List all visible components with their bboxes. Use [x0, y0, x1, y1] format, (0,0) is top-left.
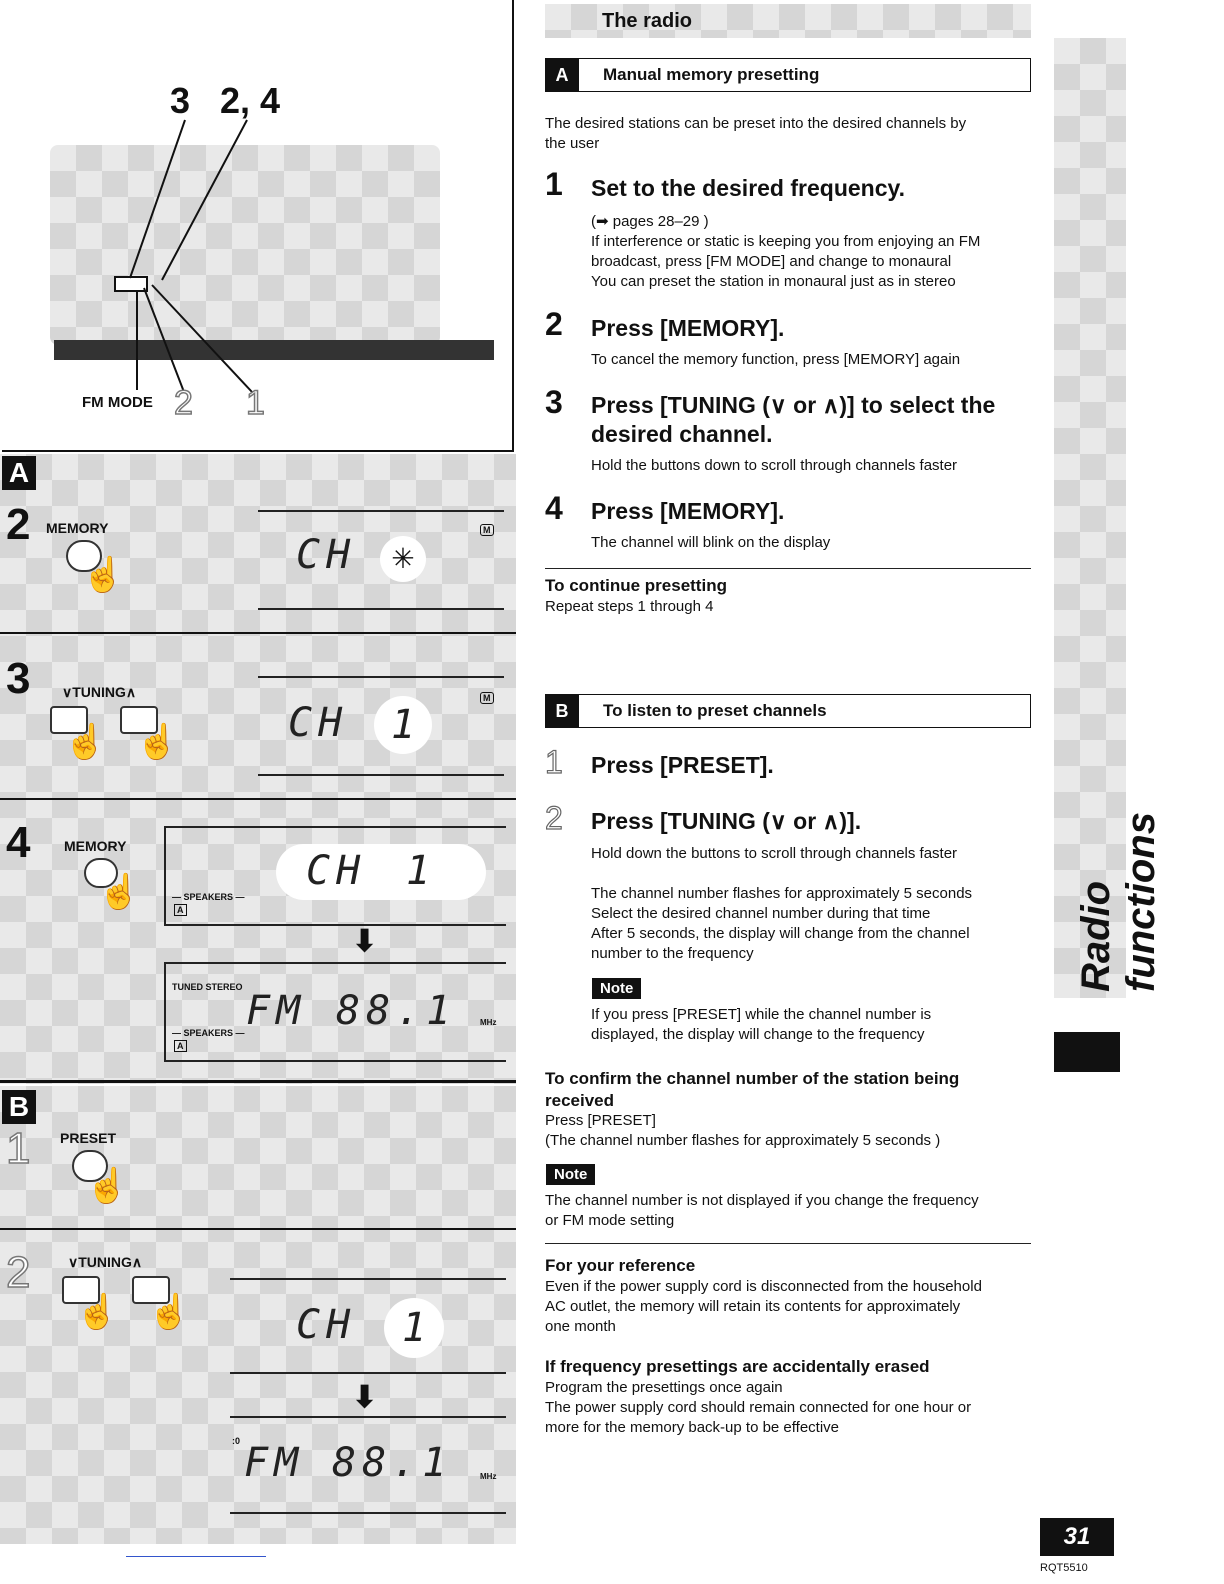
confirm-heading: [545, 1068, 959, 1112]
step-1-title: Set to the desired frequency.: [591, 175, 905, 201]
preset-button-label: PRESET: [60, 1130, 117, 1146]
text-line: Hold down the buttons to scroll through channels faster: [591, 845, 958, 862]
text-line: Even if the power supply cord is disconnected from the household: [545, 1278, 982, 1295]
callout-3: 3: [170, 80, 191, 121]
divider: [545, 1243, 1031, 1244]
b-note-body: [591, 1005, 1031, 1045]
section-b-title: To listen to preset channels: [603, 701, 827, 720]
hand-icon: ☝: [148, 1293, 191, 1331]
text-line: Hold the buttons down to scroll through channels faster: [591, 457, 958, 474]
fm-mode-label: FM MODE: [82, 394, 153, 411]
section-a-intro: [545, 114, 1031, 154]
left-a-step4-digit: 4: [6, 818, 31, 867]
heading-line: To confirm the channel number of the station being: [545, 1069, 960, 1088]
hand-icon: ☝: [98, 873, 141, 911]
display-edge-indicator: :0: [232, 1436, 241, 1446]
lcd-text-ch: CH: [288, 700, 349, 746]
divider: [0, 1080, 516, 1083]
erased-body: [545, 1378, 1031, 1438]
section-a-badge: A: [545, 58, 579, 92]
arrow-down-icon: ⬇: [352, 925, 378, 958]
text-line: displayed, the display will change to the frequency: [591, 1026, 925, 1043]
text-line: AC outlet, the memory will retain its contents for approximately: [545, 1298, 961, 1315]
step-4-number: 4: [545, 490, 563, 526]
hand-icon: ☝: [76, 1293, 119, 1331]
step-3-body: [591, 456, 1031, 476]
lcd-text-ch: CH: [296, 1302, 357, 1348]
text-line: If you press [PRESET] while the channel number is: [591, 1006, 932, 1023]
text-line: To cancel the memory function, press [MEMORY] again: [591, 351, 961, 368]
confirm-note-body: [545, 1191, 1031, 1231]
doc-code: RQT5510: [1040, 1562, 1088, 1574]
tuning-button-label: ∨TUNING∧: [68, 1254, 143, 1270]
memory-indicator: M: [480, 524, 494, 536]
lcd-display-ch1-stored: [164, 826, 506, 926]
callout-step-2: 2: [174, 384, 193, 422]
divider: [0, 798, 516, 800]
lcd-channel-number: 1: [406, 848, 437, 894]
section-a-heading: [545, 58, 1031, 92]
divider: [0, 1228, 516, 1230]
confirm-body: [545, 1111, 940, 1151]
lcd-display-ch1-b: [230, 1278, 506, 1374]
text-line: one month: [545, 1318, 616, 1335]
side-tab-label: Radio functions: [1074, 812, 1163, 992]
speakers-a-indicator: A: [174, 1040, 187, 1052]
left-b-step2-digit: 2: [6, 1248, 31, 1297]
divider: [126, 1556, 266, 1557]
hand-icon: ☝: [136, 723, 179, 761]
spacer: [591, 864, 1031, 884]
step-2-body: [591, 350, 1031, 370]
step-2-title: Press [MEMORY].: [591, 315, 785, 341]
left-a-step3-digit: 3: [6, 654, 31, 703]
text-line: (The channel number flashes for approximately 5 seconds ): [545, 1132, 941, 1149]
lcd-band: FM: [244, 1440, 305, 1486]
arrow-down-icon: ⬇: [352, 1381, 378, 1414]
b-step-2-body: [591, 844, 1031, 964]
b-step-1-title: Press [PRESET].: [591, 752, 774, 778]
title-line: desired channel.: [591, 421, 773, 447]
tuned-stereo-indicator: TUNED STEREO: [172, 982, 243, 992]
step-2-number: 2: [545, 306, 563, 342]
text-line: or FM mode setting: [545, 1212, 675, 1229]
lcd-channel-number: 1: [374, 696, 432, 754]
callout-step-1: 1: [246, 384, 265, 422]
section-b-badge: B: [545, 694, 579, 728]
section-a-badge-left: A: [2, 456, 36, 490]
lcd-channel-number: 1: [384, 1298, 444, 1358]
continue-heading: To continue presetting: [545, 576, 727, 595]
lcd-text-ch: CH: [306, 848, 367, 894]
lcd-display-frequency-b: [230, 1416, 506, 1514]
blink-icon: ✳: [380, 536, 426, 582]
divider: [0, 632, 516, 634]
erased-heading: If frequency presettings are accidentally erased: [545, 1357, 930, 1376]
reference-body: [545, 1277, 1031, 1337]
hand-icon: ☝: [86, 1167, 129, 1205]
hand-icon: ☝: [82, 556, 125, 594]
left-a-step2-digit: 2: [6, 500, 31, 549]
section-a-title: Manual memory presetting: [603, 65, 820, 84]
memory-indicator: M: [480, 692, 494, 704]
text-line: The channel will blink on the display: [591, 534, 831, 551]
step-3-title: [591, 391, 995, 449]
text-line: After 5 seconds, the display will change from the channel: [591, 925, 970, 942]
lcd-text-ch: CH: [296, 532, 357, 578]
section-b-badge-left: B: [2, 1090, 36, 1124]
text-line: The channel number flashes for approximately 5 seconds: [591, 885, 973, 902]
lcd-band: FM: [246, 988, 307, 1034]
heading-line: received: [545, 1091, 614, 1110]
text-line: The channel number is not displayed if you change the frequency: [545, 1192, 979, 1209]
memory-button-label: MEMORY: [64, 838, 127, 854]
unit-diagram: [2, 0, 514, 452]
hand-icon: ☝: [64, 723, 107, 761]
side-tab-marker: [1054, 1032, 1120, 1072]
page-number: 31: [1040, 1518, 1114, 1556]
text-line: number to the frequency: [591, 945, 754, 962]
text-line: Select the desired channel number during that time: [591, 905, 931, 922]
lcd-display-ch1: [258, 676, 504, 776]
b-step-1-number: 1: [545, 744, 563, 780]
text-line: Program the presettings once again: [545, 1379, 783, 1396]
tuning-button-label: ∨TUNING∧: [62, 684, 137, 700]
title-line: Press [TUNING (∨ or ∧)] to select the: [591, 392, 996, 418]
text-line: The power supply cord should remain connected for one hour or: [545, 1399, 972, 1416]
b-step-2-number: 2: [545, 800, 563, 836]
step-1-body: [591, 212, 1031, 292]
step-4-body: [591, 533, 1031, 553]
lcd-frequency: 88.1: [332, 1440, 453, 1486]
text-line: You can preset the station in monaural just as in stereo: [591, 273, 956, 290]
callout-2-4: 2, 4: [220, 80, 281, 121]
lcd-display-frequency: [164, 962, 506, 1062]
note-badge: Note: [592, 978, 641, 999]
text-line: broadcast, press [FM MODE] and change to monaural: [591, 253, 952, 270]
note-badge: Note: [546, 1164, 595, 1185]
step-1-number: 1: [545, 166, 563, 202]
section-b-heading: [545, 694, 1031, 728]
step-4-title: Press [MEMORY].: [591, 498, 785, 524]
b-step-2-title: Press [TUNING (∨ or ∧)].: [591, 808, 862, 834]
reference-heading: For your reference: [545, 1256, 696, 1275]
text-line: If interference or static is keeping you from enjoying an FM: [591, 233, 981, 250]
page-title: The radio: [602, 10, 693, 32]
mhz-unit: MHz: [480, 1018, 497, 1027]
lcd-display-ch: [258, 510, 504, 610]
left-b-step1-digit: 1: [6, 1124, 31, 1173]
text-line: The desired stations can be preset into the desired channels by: [545, 115, 967, 132]
step-3-number: 3: [545, 384, 563, 420]
lcd-frequency: 88.1: [336, 988, 457, 1034]
mhz-unit: MHz: [480, 1472, 497, 1481]
text-line: the user: [545, 135, 600, 152]
continue-text: Repeat steps 1 through 4: [545, 598, 714, 615]
text-line: more for the memory back-up to be effective: [545, 1419, 840, 1436]
divider: [545, 568, 1031, 569]
text-line: (➡ pages 28–29 ): [591, 213, 709, 230]
text-line: Press [PRESET]: [545, 1112, 656, 1129]
speakers-indicator: — SPEAKERS —: [172, 1028, 245, 1038]
memory-button-label: MEMORY: [46, 520, 109, 536]
speakers-indicator: — SPEAKERS —: [172, 892, 245, 902]
speakers-a-indicator: A: [174, 904, 187, 916]
